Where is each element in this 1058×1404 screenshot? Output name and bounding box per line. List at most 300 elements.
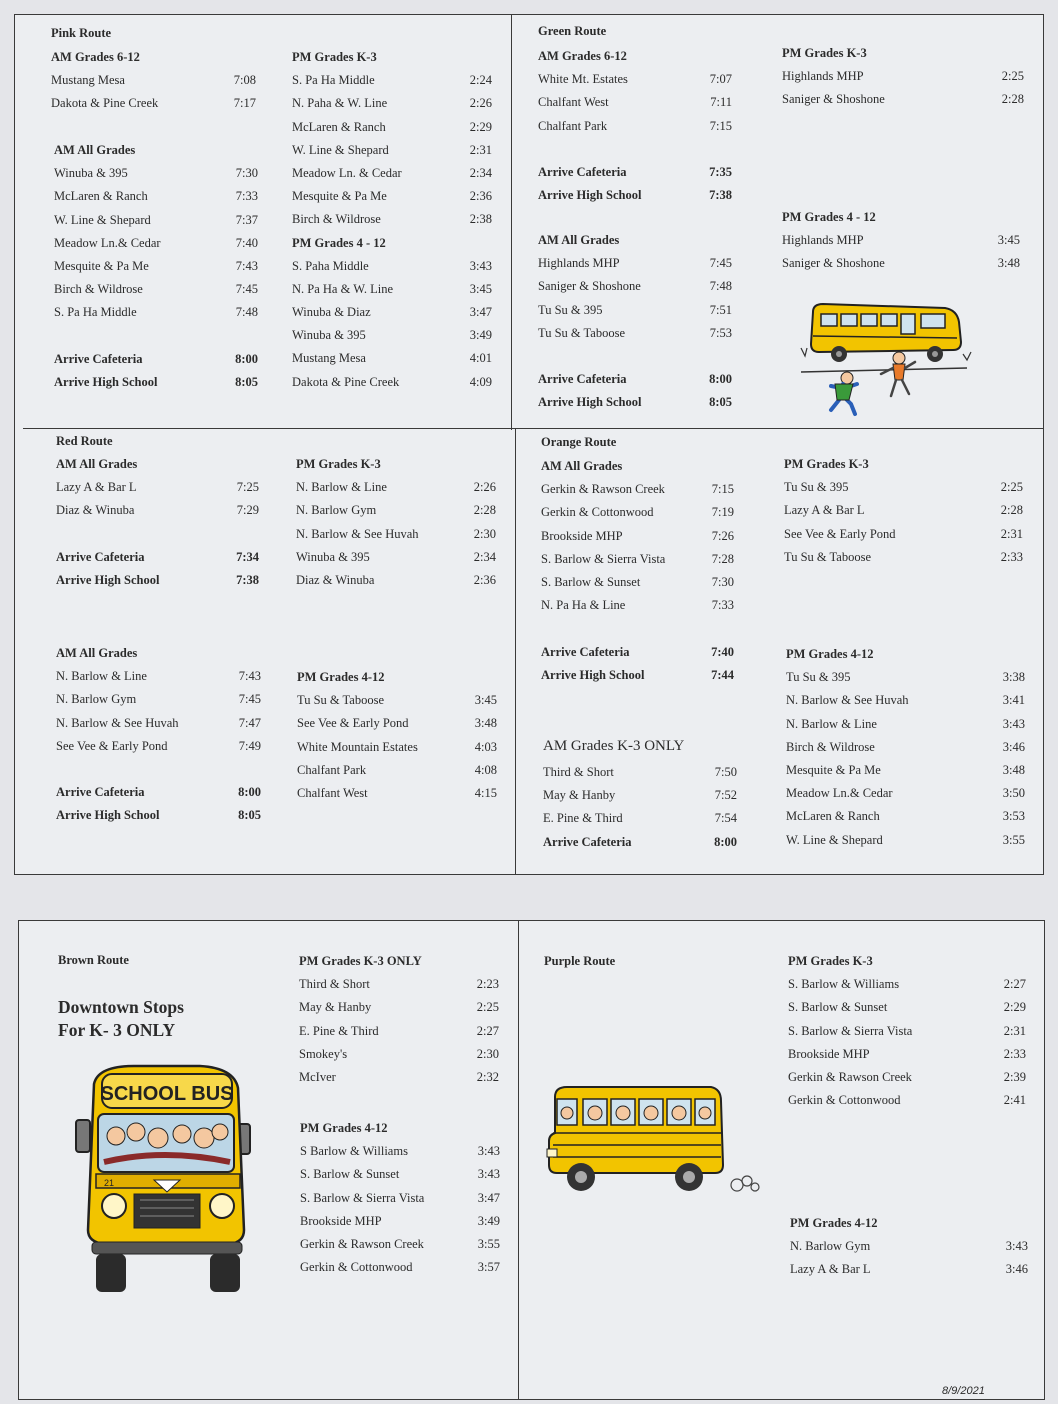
stop-row	[786, 666, 1025, 689]
stop-time: 4:01	[469, 351, 492, 366]
stop-time: 2:29	[469, 119, 492, 134]
arrive-label: Arrive High School	[56, 572, 160, 587]
stop-time: 3:46	[1005, 1262, 1028, 1277]
stop-time: 3:47	[469, 305, 492, 320]
arrive-time: 8:05	[238, 808, 261, 823]
stop-name: Dakota & Pine Creek	[292, 374, 400, 389]
stop-row	[292, 162, 492, 185]
section-header: PM Grades 4 - 12	[292, 235, 386, 250]
stop-time: 2:34	[469, 165, 492, 180]
stop-row	[790, 1258, 1028, 1281]
stop-time: 2:29	[1003, 1000, 1026, 1015]
stop-row	[538, 275, 732, 298]
section-header: PM Grades 4-12	[786, 647, 874, 661]
stop-name: May & Hanby	[543, 788, 616, 803]
stop-time: 7:33	[711, 598, 734, 613]
stop-row	[538, 299, 732, 322]
spacer	[541, 617, 734, 640]
stop-time: 2:30	[473, 526, 496, 541]
stop-name: Diaz & Winuba	[296, 572, 375, 587]
section-header: AM All Grades	[541, 459, 623, 473]
stop-name: Mustang Mesa	[292, 351, 366, 366]
spacer	[56, 758, 261, 781]
stop-time: 7:40	[235, 235, 258, 250]
stop-row	[297, 712, 497, 735]
stop-row	[54, 255, 258, 278]
pink-am-grades-6-12	[51, 46, 256, 116]
stop-time: 3:43	[469, 258, 492, 273]
stop-time: 3:45	[474, 693, 497, 708]
stop-row	[54, 232, 258, 255]
stop-time: 3:53	[1002, 809, 1025, 824]
stop-time: 4:15	[474, 785, 497, 800]
section-header: PM Grades 4-12	[790, 1216, 878, 1230]
stop-row	[56, 476, 259, 499]
spacer	[54, 325, 258, 348]
stop-time: 7:50	[714, 765, 737, 779]
stop-time: 2:36	[473, 572, 496, 587]
stop-time: 3:49	[469, 328, 492, 343]
stop-name: Chalfant West	[297, 785, 368, 800]
arrive-time: 7:40	[711, 644, 734, 659]
stop-row	[782, 88, 1024, 111]
stop-row	[296, 523, 496, 546]
stop-row	[299, 1066, 499, 1089]
stop-time: 7:25	[236, 480, 259, 495]
section-header: PM Grades K-3	[788, 954, 873, 968]
arrive-label: Arrive Cafeteria	[543, 834, 632, 849]
stop-row	[297, 759, 497, 782]
spacer	[538, 345, 732, 368]
stop-row	[788, 1020, 1026, 1043]
stop-name: S. Barlow & Sierra Vista	[788, 1023, 913, 1038]
green-route-title: Green Route	[538, 24, 607, 38]
arrive-label: Arrive High School	[541, 667, 645, 682]
stop-name: Saniger & Shoshone	[782, 92, 885, 107]
stop-name: N. Barlow Gym	[296, 503, 377, 518]
arrive-time: 8:05	[709, 395, 732, 410]
section-header: PM Grades K-3	[296, 457, 381, 471]
spacer	[56, 523, 259, 546]
stop-row	[54, 278, 258, 301]
stop-row	[541, 594, 734, 617]
stop-time: 3:43	[1002, 716, 1025, 731]
section-header: PM Grades K-3 ONLY	[299, 954, 422, 968]
stop-row	[538, 115, 732, 138]
section-header: AM All Grades	[56, 646, 138, 660]
stop-time: 3:45	[997, 233, 1020, 248]
section-header: PM Grades 4 - 12	[782, 210, 876, 224]
stop-name: Brookside MHP	[788, 1046, 870, 1061]
stop-time: 2:36	[469, 189, 492, 204]
arrive-label: Arrive Cafeteria	[56, 549, 145, 564]
brown-pm-grades-4-12	[300, 1117, 500, 1279]
bottom-vertical-divider	[518, 921, 519, 1399]
stop-time: 2:39	[1003, 1069, 1026, 1084]
stop-row	[788, 1043, 1026, 1066]
stop-name: N. Barlow & See Huvah	[786, 693, 909, 708]
stop-name: S. Barlow & Sunset	[788, 1000, 888, 1015]
stop-row	[543, 784, 737, 807]
orange-pm-grades-4-12	[786, 643, 1025, 852]
stop-time: 7:28	[711, 551, 734, 566]
stop-name: N. Barlow & See Huvah	[296, 526, 419, 541]
stop-time: 7:53	[709, 325, 732, 340]
stop-row	[782, 229, 1020, 252]
stop-name: McLaren & Ranch	[292, 119, 386, 134]
stop-time: 2:26	[469, 96, 492, 111]
school-bus-front-icon	[74, 1062, 254, 1297]
stop-name: Winuba & Diaz	[292, 305, 371, 320]
stop-name: S. Barlow & Sunset	[541, 574, 641, 589]
stop-row	[300, 1163, 500, 1186]
stop-row	[788, 973, 1026, 996]
bus-sign-text: SCHOOL BUS	[100, 1083, 234, 1105]
section-header: PM Grades K-3	[292, 50, 377, 64]
arrive-time: 7:38	[709, 188, 732, 203]
stop-row	[54, 209, 258, 232]
section-header: PM Grades 4-12	[297, 670, 385, 684]
stop-row	[782, 252, 1020, 275]
stop-name: S. Barlow & Sunset	[300, 1167, 400, 1182]
stop-name: Lazy A & Bar L	[56, 480, 137, 495]
section-header: PM Grades 4-12	[300, 1121, 388, 1135]
stop-row	[300, 1256, 500, 1279]
arrive-row	[538, 184, 732, 207]
red-pm-grades-k-3	[296, 453, 496, 592]
stop-time: 3:48	[1002, 762, 1025, 777]
brown-route-title: Brown Route	[58, 953, 129, 967]
stop-time: 7:49	[238, 738, 261, 753]
stop-time: 4:08	[474, 762, 497, 777]
stop-time: 7:26	[711, 528, 734, 543]
stop-row	[788, 996, 1026, 1019]
top-vertical-divider	[511, 15, 512, 430]
arrive-label: Arrive High School	[538, 188, 642, 203]
stop-name: Highlands MHP	[538, 256, 620, 271]
stop-time: 7:47	[238, 715, 261, 730]
stop-time: 3:48	[474, 716, 497, 731]
stop-row	[788, 1089, 1026, 1112]
stop-name: May & Hanby	[299, 1000, 372, 1015]
stop-time: 7:43	[235, 258, 258, 273]
stop-row	[782, 65, 1024, 88]
stop-name: Mustang Mesa	[51, 73, 125, 88]
stop-name: N. Paha & W. Line	[292, 96, 388, 111]
arrive-label: Arrive High School	[54, 374, 158, 389]
green-pm-grades-4-12	[782, 206, 1020, 276]
stop-name: Winuba & 395	[292, 328, 366, 343]
stop-row	[786, 713, 1025, 736]
stop-time: 2:28	[1001, 92, 1024, 107]
stop-row	[292, 92, 492, 115]
stop-time: 3:46	[1002, 739, 1025, 754]
stop-name: Tu Su & 395	[786, 670, 851, 685]
stop-row	[543, 807, 737, 830]
stop-time: 2:25	[1000, 480, 1023, 495]
section-header: AM All Grades	[538, 233, 620, 247]
stop-row	[786, 759, 1025, 782]
stop-row	[299, 996, 499, 1019]
arrive-row	[541, 641, 734, 664]
arrive-label: Arrive Cafeteria	[541, 644, 630, 659]
stop-row	[790, 1235, 1028, 1258]
stop-name: S Barlow & Williams	[300, 1144, 408, 1159]
stop-row	[784, 523, 1023, 546]
stop-time: 2:26	[473, 480, 496, 495]
arrive-row	[538, 161, 732, 184]
stop-name: N. Barlow Gym	[56, 692, 137, 707]
stop-row	[786, 829, 1025, 852]
stop-name: Dakota & Pine Creek	[51, 96, 159, 111]
green-pm-grades-k-3	[782, 42, 1024, 112]
stop-time: 7:07	[709, 72, 732, 87]
red-pm-grades-4-12	[297, 666, 497, 805]
stop-row	[54, 301, 258, 324]
stop-name: Third & Short	[543, 765, 614, 779]
stop-name: W. Line & Shepard	[54, 212, 151, 227]
arrive-label: Arrive Cafeteria	[538, 372, 627, 387]
pink-pm-grades-k-3	[292, 46, 492, 394]
purple-pm-grades-4-12	[790, 1212, 1028, 1282]
stop-time: 3:43	[1005, 1239, 1028, 1254]
stop-name: See Vee & Early Pond	[297, 716, 409, 731]
stop-name: Chalfant Park	[538, 118, 608, 133]
arrive-time: 8:00	[709, 372, 732, 387]
stop-name: Mesquite & Pa Me	[54, 258, 149, 273]
stop-time: 3:41	[1002, 693, 1025, 708]
stop-time: 7:19	[711, 505, 734, 520]
stop-time: 2:33	[1000, 549, 1023, 564]
stop-name: Third & Short	[299, 977, 370, 992]
stop-row	[292, 185, 492, 208]
school-bus-side-icon	[545, 1085, 770, 1200]
arrive-row	[543, 831, 737, 854]
arrive-row	[54, 348, 258, 371]
stop-name: N. Barlow & Line	[786, 716, 877, 731]
orange-am-all-grades	[541, 455, 734, 687]
orange-route-title: Orange Route	[541, 435, 617, 449]
stop-time: 2:38	[469, 212, 492, 227]
stop-time: 3:50	[1002, 786, 1025, 801]
stop-time: 2:41	[1003, 1093, 1026, 1108]
arrive-row	[56, 804, 261, 827]
green-am-grades-6-12	[538, 45, 732, 207]
bus-with-running-kids-icon	[795, 300, 975, 420]
stop-time: 7:15	[711, 482, 734, 497]
stop-row	[300, 1140, 500, 1163]
arrive-label: Arrive Cafeteria	[56, 785, 145, 800]
stop-time: 3:43	[477, 1144, 500, 1159]
document-date: 8/9/2021	[942, 1385, 985, 1397]
arrive-row	[538, 368, 732, 391]
stop-name: N. Barlow & Line	[296, 480, 387, 495]
section-header: AM All Grades	[54, 143, 136, 157]
pink-am-all-grades	[54, 139, 258, 394]
stop-name: Tu Su & 395	[784, 480, 849, 495]
stop-name: E. Pine & Third	[299, 1023, 379, 1038]
stop-name: Smokey's	[299, 1046, 348, 1061]
stop-name: Tu Su & Taboose	[538, 325, 625, 340]
stop-time: 2:30	[476, 1046, 499, 1061]
stop-time: 3:38	[1002, 670, 1025, 685]
stop-time: 7:15	[709, 118, 732, 133]
stop-row	[292, 324, 492, 347]
arrive-label: Arrive High School	[538, 395, 642, 410]
stop-row	[296, 569, 496, 592]
stop-row	[292, 116, 492, 139]
stop-row	[292, 208, 492, 231]
arrive-row	[56, 546, 259, 569]
stop-name: Gerkin & Cottonwood	[541, 505, 654, 520]
stop-row	[786, 689, 1025, 712]
stop-row	[56, 712, 261, 735]
stop-time: 2:31	[469, 142, 492, 157]
arrive-time: 8:05	[235, 374, 258, 389]
stop-time: 2:32	[476, 1069, 499, 1084]
stop-time: 4:09	[469, 374, 492, 389]
arrive-time: 7:38	[236, 572, 259, 587]
stop-name: Chalfant Park	[297, 762, 367, 777]
stop-row	[54, 185, 258, 208]
stop-name: Mesquite & Pa Me	[292, 189, 387, 204]
stop-name: McIver	[299, 1069, 336, 1084]
stop-row	[538, 322, 732, 345]
purple-pm-grades-k-3	[788, 950, 1026, 1112]
stop-name: S. Paha Middle	[292, 258, 369, 273]
stop-row	[300, 1233, 500, 1256]
spacer	[538, 138, 732, 161]
stop-name: White Mt. Estates	[538, 72, 628, 87]
arrive-time: 8:00	[238, 785, 261, 800]
stop-row	[299, 973, 499, 996]
brown-downtown-note: Downtown Stops	[58, 997, 184, 1017]
stop-time: 3:48	[997, 256, 1020, 271]
stop-time: 3:43	[477, 1167, 500, 1182]
stop-time: 7:43	[238, 669, 261, 684]
stop-time: 7:30	[711, 574, 734, 589]
stop-time: 2:28	[473, 503, 496, 518]
section-header: PM Grades K-3	[782, 46, 867, 60]
stop-row	[56, 735, 261, 758]
stop-name: Chalfant West	[538, 95, 609, 110]
stop-row	[784, 546, 1023, 569]
stop-time: 7:48	[235, 305, 258, 320]
stop-time: 2:27	[476, 1023, 499, 1038]
stop-name: W. Line & Shepard	[292, 142, 389, 157]
stop-time: 7:17	[233, 96, 256, 111]
stop-name: Lazy A & Bar L	[784, 503, 865, 518]
brown-pm-grades-k-3-only	[299, 950, 499, 1089]
stop-row	[784, 476, 1023, 499]
stop-row	[56, 688, 261, 711]
stop-time: 7:54	[714, 811, 737, 826]
stop-name: Saniger & Shoshone	[782, 256, 885, 271]
stop-name: N. Barlow Gym	[790, 1239, 871, 1254]
stop-name: S. Pa Ha Middle	[292, 73, 375, 88]
stop-name: Tu Su & Taboose	[784, 549, 871, 564]
stop-row	[297, 736, 497, 759]
orange-am-grades-k-3-only	[543, 761, 737, 854]
stop-row	[56, 499, 259, 522]
stop-name: See Vee & Early Pond	[784, 526, 896, 541]
stop-row	[51, 69, 256, 92]
arrive-label: Arrive High School	[56, 808, 160, 823]
stop-name: Gerkin & Cottonwood	[788, 1093, 901, 1108]
stop-time: 7:52	[714, 788, 737, 803]
stop-name: White Mountain Estates	[297, 739, 418, 754]
stop-row	[788, 1066, 1026, 1089]
stop-name: N. Pa Ha & W. Line	[292, 281, 394, 296]
arrive-time: 8:00	[714, 834, 737, 849]
orange-am-k-3-header: AM Grades K-3 ONLY	[543, 738, 685, 754]
stop-name: McLaren & Ranch	[786, 809, 880, 824]
stop-row	[784, 499, 1023, 522]
stop-row	[541, 571, 734, 594]
stop-time: 7:29	[236, 503, 259, 518]
stop-row	[292, 371, 492, 394]
stop-name: Gerkin & Cottonwood	[300, 1260, 413, 1275]
stop-time: 2:33	[1003, 1046, 1026, 1061]
stop-row	[541, 548, 734, 571]
stop-name: Tu Su & Taboose	[297, 693, 384, 708]
stop-row	[786, 736, 1025, 759]
stop-time: 7:08	[233, 73, 256, 88]
arrive-row	[56, 569, 259, 592]
stop-name: Winuba & 395	[54, 166, 128, 181]
stop-time: 3:45	[469, 281, 492, 296]
stop-name: See Vee & Early Pond	[56, 738, 168, 753]
stop-row	[543, 761, 737, 784]
stop-row	[786, 782, 1025, 805]
stop-row	[299, 1020, 499, 1043]
stop-name: Meadow Ln. & Cedar	[292, 165, 402, 180]
arrive-time: 7:35	[709, 164, 732, 179]
stop-name: Birch & Wildrose	[292, 212, 381, 227]
stop-name: Highlands MHP	[782, 233, 864, 248]
stop-time: 2:31	[1000, 526, 1023, 541]
stop-row	[541, 501, 734, 524]
section-header: AM Grades 6-12	[51, 50, 140, 64]
stop-name: N. Barlow & Line	[56, 669, 147, 684]
stop-time: 7:45	[235, 282, 258, 297]
stop-time: 3:55	[477, 1236, 500, 1251]
stop-row	[296, 546, 496, 569]
arrive-row	[538, 391, 732, 414]
stop-row	[538, 68, 732, 91]
stop-time: 2:25	[476, 1000, 499, 1015]
section-header: AM Grades 6-12	[538, 49, 627, 63]
stop-row	[292, 278, 492, 301]
section-header: PM Grades K-3	[784, 457, 869, 471]
orange-pm-grades-k-3	[784, 453, 1023, 569]
red-route-title: Red Route	[56, 434, 113, 448]
stop-time: 7:11	[710, 95, 732, 110]
stop-time: 7:37	[235, 212, 258, 227]
stop-name: S. Pa Ha Middle	[54, 305, 137, 320]
arrive-row	[541, 664, 734, 687]
stop-time: 3:49	[477, 1213, 500, 1228]
stop-time: 2:25	[1001, 69, 1024, 84]
stop-name: Diaz & Winuba	[56, 503, 135, 518]
stop-name: E. Pine & Third	[543, 811, 623, 826]
arrive-label: Arrive Cafeteria	[54, 351, 143, 366]
stop-row	[296, 476, 496, 499]
stop-row	[292, 139, 492, 162]
stop-row	[541, 478, 734, 501]
stop-row	[296, 499, 496, 522]
stop-row	[51, 92, 256, 115]
